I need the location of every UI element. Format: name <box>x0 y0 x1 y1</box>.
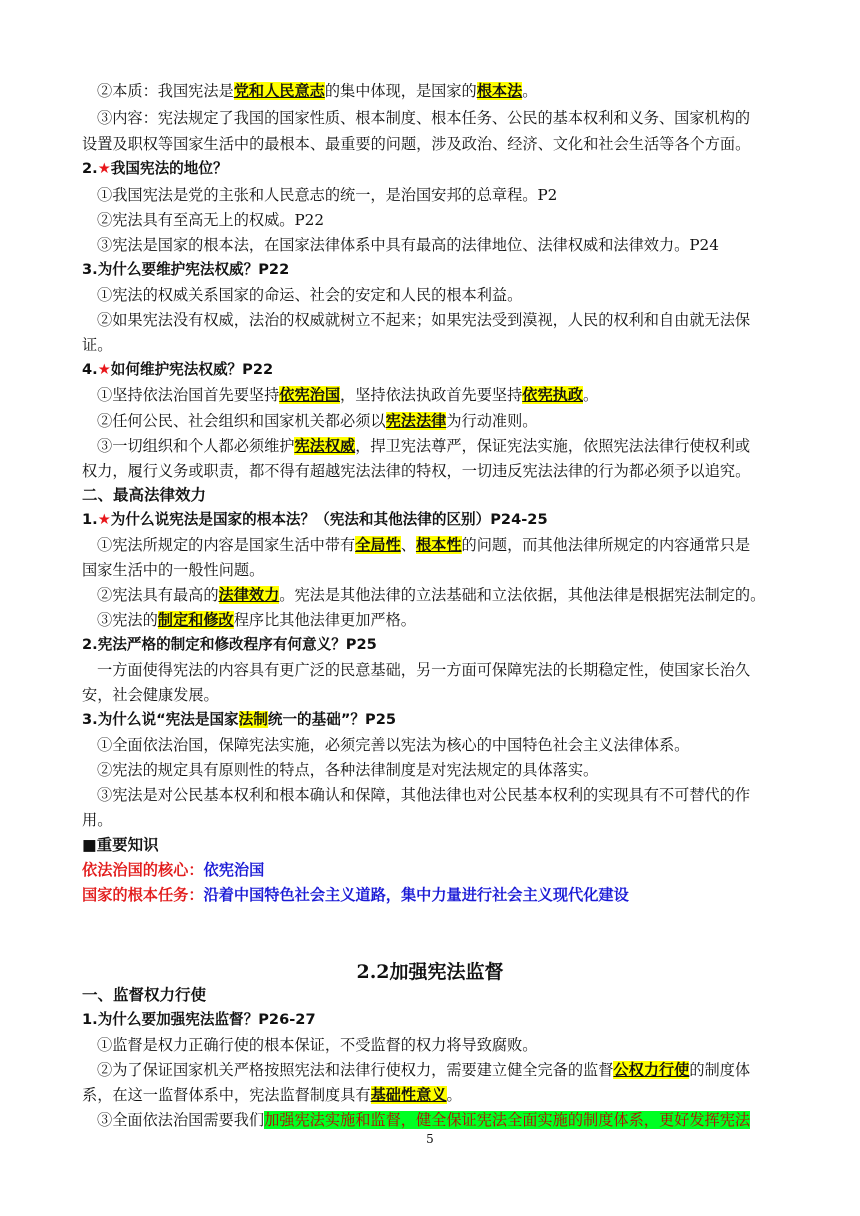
paragraph-line: 用。 <box>82 811 113 829</box>
paragraph-line: ①宪法的权威关系国家的命运、社会的安定和人民的根本利益。 <box>97 286 523 304</box>
paragraph-line: ①坚持依法治国首先要坚持依宪治国，坚持依法执政首先要坚持依宪执政。 <box>97 386 599 404</box>
paragraph-line: ③宪法的制定和修改程序比其他法律更加严格。 <box>97 611 416 629</box>
paragraph-line: ②为了保证国家机关严格按照宪法和法律行使权力，需要建立健全完备的监督公权力行使的制度体 <box>97 1061 751 1079</box>
question-heading: 4.★如何维护宪法权威？P22 <box>82 361 274 378</box>
paragraph-line: ②宪法具有至高无上的权威。P22 <box>97 211 324 229</box>
paragraph-line: 权力，履行义务或职责，都不得有超越宪法法律的特权，一切违反宪法法律的行为都必须予以追究。 <box>82 462 751 480</box>
key-point-line: 国家的根本任务：沿着中国特色社会主义道路，集中力量进行社会主义现代化建设 <box>82 886 629 904</box>
paragraph-line: 设置及职权等国家生活中的最根本、最重要的问题，涉及政治、经济、文化和社会生活等各个方面。 <box>82 135 751 153</box>
paragraph-line: 证。 <box>82 336 113 354</box>
star-icon: ★ <box>97 511 111 528</box>
paragraph-line: ②如果宪法没有权威，法治的权威就树立不起来；如果宪法受到漠视，人民的权利和自由就无法保 <box>97 311 751 329</box>
paragraph-line: ②本质：我国宪法是党和人民意志的集中体现，是国家的根本法。 <box>97 82 538 100</box>
question-heading: 1.为什么要加强宪法监督？P26-27 <box>82 1011 316 1028</box>
paragraph-line: ①监督是权力正确行使的根本保证，不受监督的权力将导致腐败。 <box>97 1036 538 1054</box>
question-heading: 2.★我国宪法的地位？ <box>82 160 228 177</box>
question-heading: 2.宪法严格的制定和修改程序有何意义？P25 <box>82 636 377 653</box>
paragraph-line: ②宪法的规定具有原则性的特点，各种法律制度是对宪法规定的具体落实。 <box>97 761 599 779</box>
section-heading: ■重要知识 <box>82 836 159 854</box>
paragraph-line: ②任何公民、社会组织和国家机关都必须以宪法法律为行动准则。 <box>97 412 538 430</box>
paragraph-line: 国家生活中的一般性问题。 <box>82 561 265 579</box>
paragraph-line: ②宪法具有最高的法律效力。宪法是其他法律的立法基础和立法依据，其他法律是根据宪法制定的。 <box>97 586 766 604</box>
paragraph-line: ③宪法是国家的根本法，在国家法律体系中具有最高的法律地位、法律权威和法律效力。P24 <box>97 236 719 254</box>
paragraph-line: ③全面依法治国需要我们加强宪法实施和监督，健全保证宪法全面实施的制度体系，更好发挥宪法 <box>97 1111 751 1129</box>
paragraph-line: 一方面使得宪法的内容具有更广泛的民意基础，另一方面可保障宪法的长期稳定性，使国家长治久 <box>97 661 751 679</box>
paragraph-line: ①全面依法治国，保障宪法实施，必须完善以宪法为核心的中国特色社会主义法律体系。 <box>97 736 690 754</box>
paragraph-line: 安，社会健康发展。 <box>82 686 219 704</box>
key-point-line: 依法治国的核心：依宪治国 <box>82 861 265 879</box>
section-title: 2.2加强宪法监督 <box>356 961 504 983</box>
star-icon: ★ <box>97 160 111 177</box>
paragraph-line: ③一切组织和个人都必须维护宪法权威，捍卫宪法尊严，保证宪法实施，依照宪法法律行使权利或 <box>97 437 751 455</box>
page-number: 5 <box>426 1132 434 1146</box>
question-heading: 1.★为什么说宪法是国家的根本法？（宪法和其他法律的区别）P24-25 <box>82 511 548 528</box>
paragraph-line: ①宪法所规定的内容是国家生活中带有全局性、根本性的问题，而其他法律所规定的内容通常只是 <box>97 536 751 554</box>
star-icon: ★ <box>97 361 111 378</box>
paragraph-line: ①我国宪法是党的主张和人民意志的统一，是治国安邦的总章程。P2 <box>97 186 558 204</box>
paragraph-line: ③内容：宪法规定了我国的国家性质、根本制度、根本任务、公民的基本权利和义务、国家机构的 <box>97 109 751 127</box>
section-heading: 一、监督权力行使 <box>82 986 207 1004</box>
paragraph-line: 系，在这一监督体系中，宪法监督制度具有基础性意义。 <box>82 1086 462 1104</box>
question-heading: 3.为什么说“宪法是国家法制统一的基础”？P25 <box>82 711 397 728</box>
question-heading: 3.为什么要维护宪法权威？P22 <box>82 261 290 278</box>
paragraph-line: ③宪法是对公民基本权利和根本确认和保障，其他法律也对公民基本权利的实现具有不可替代的作 <box>97 786 751 804</box>
section-heading: 二、最高法律效力 <box>82 486 207 504</box>
